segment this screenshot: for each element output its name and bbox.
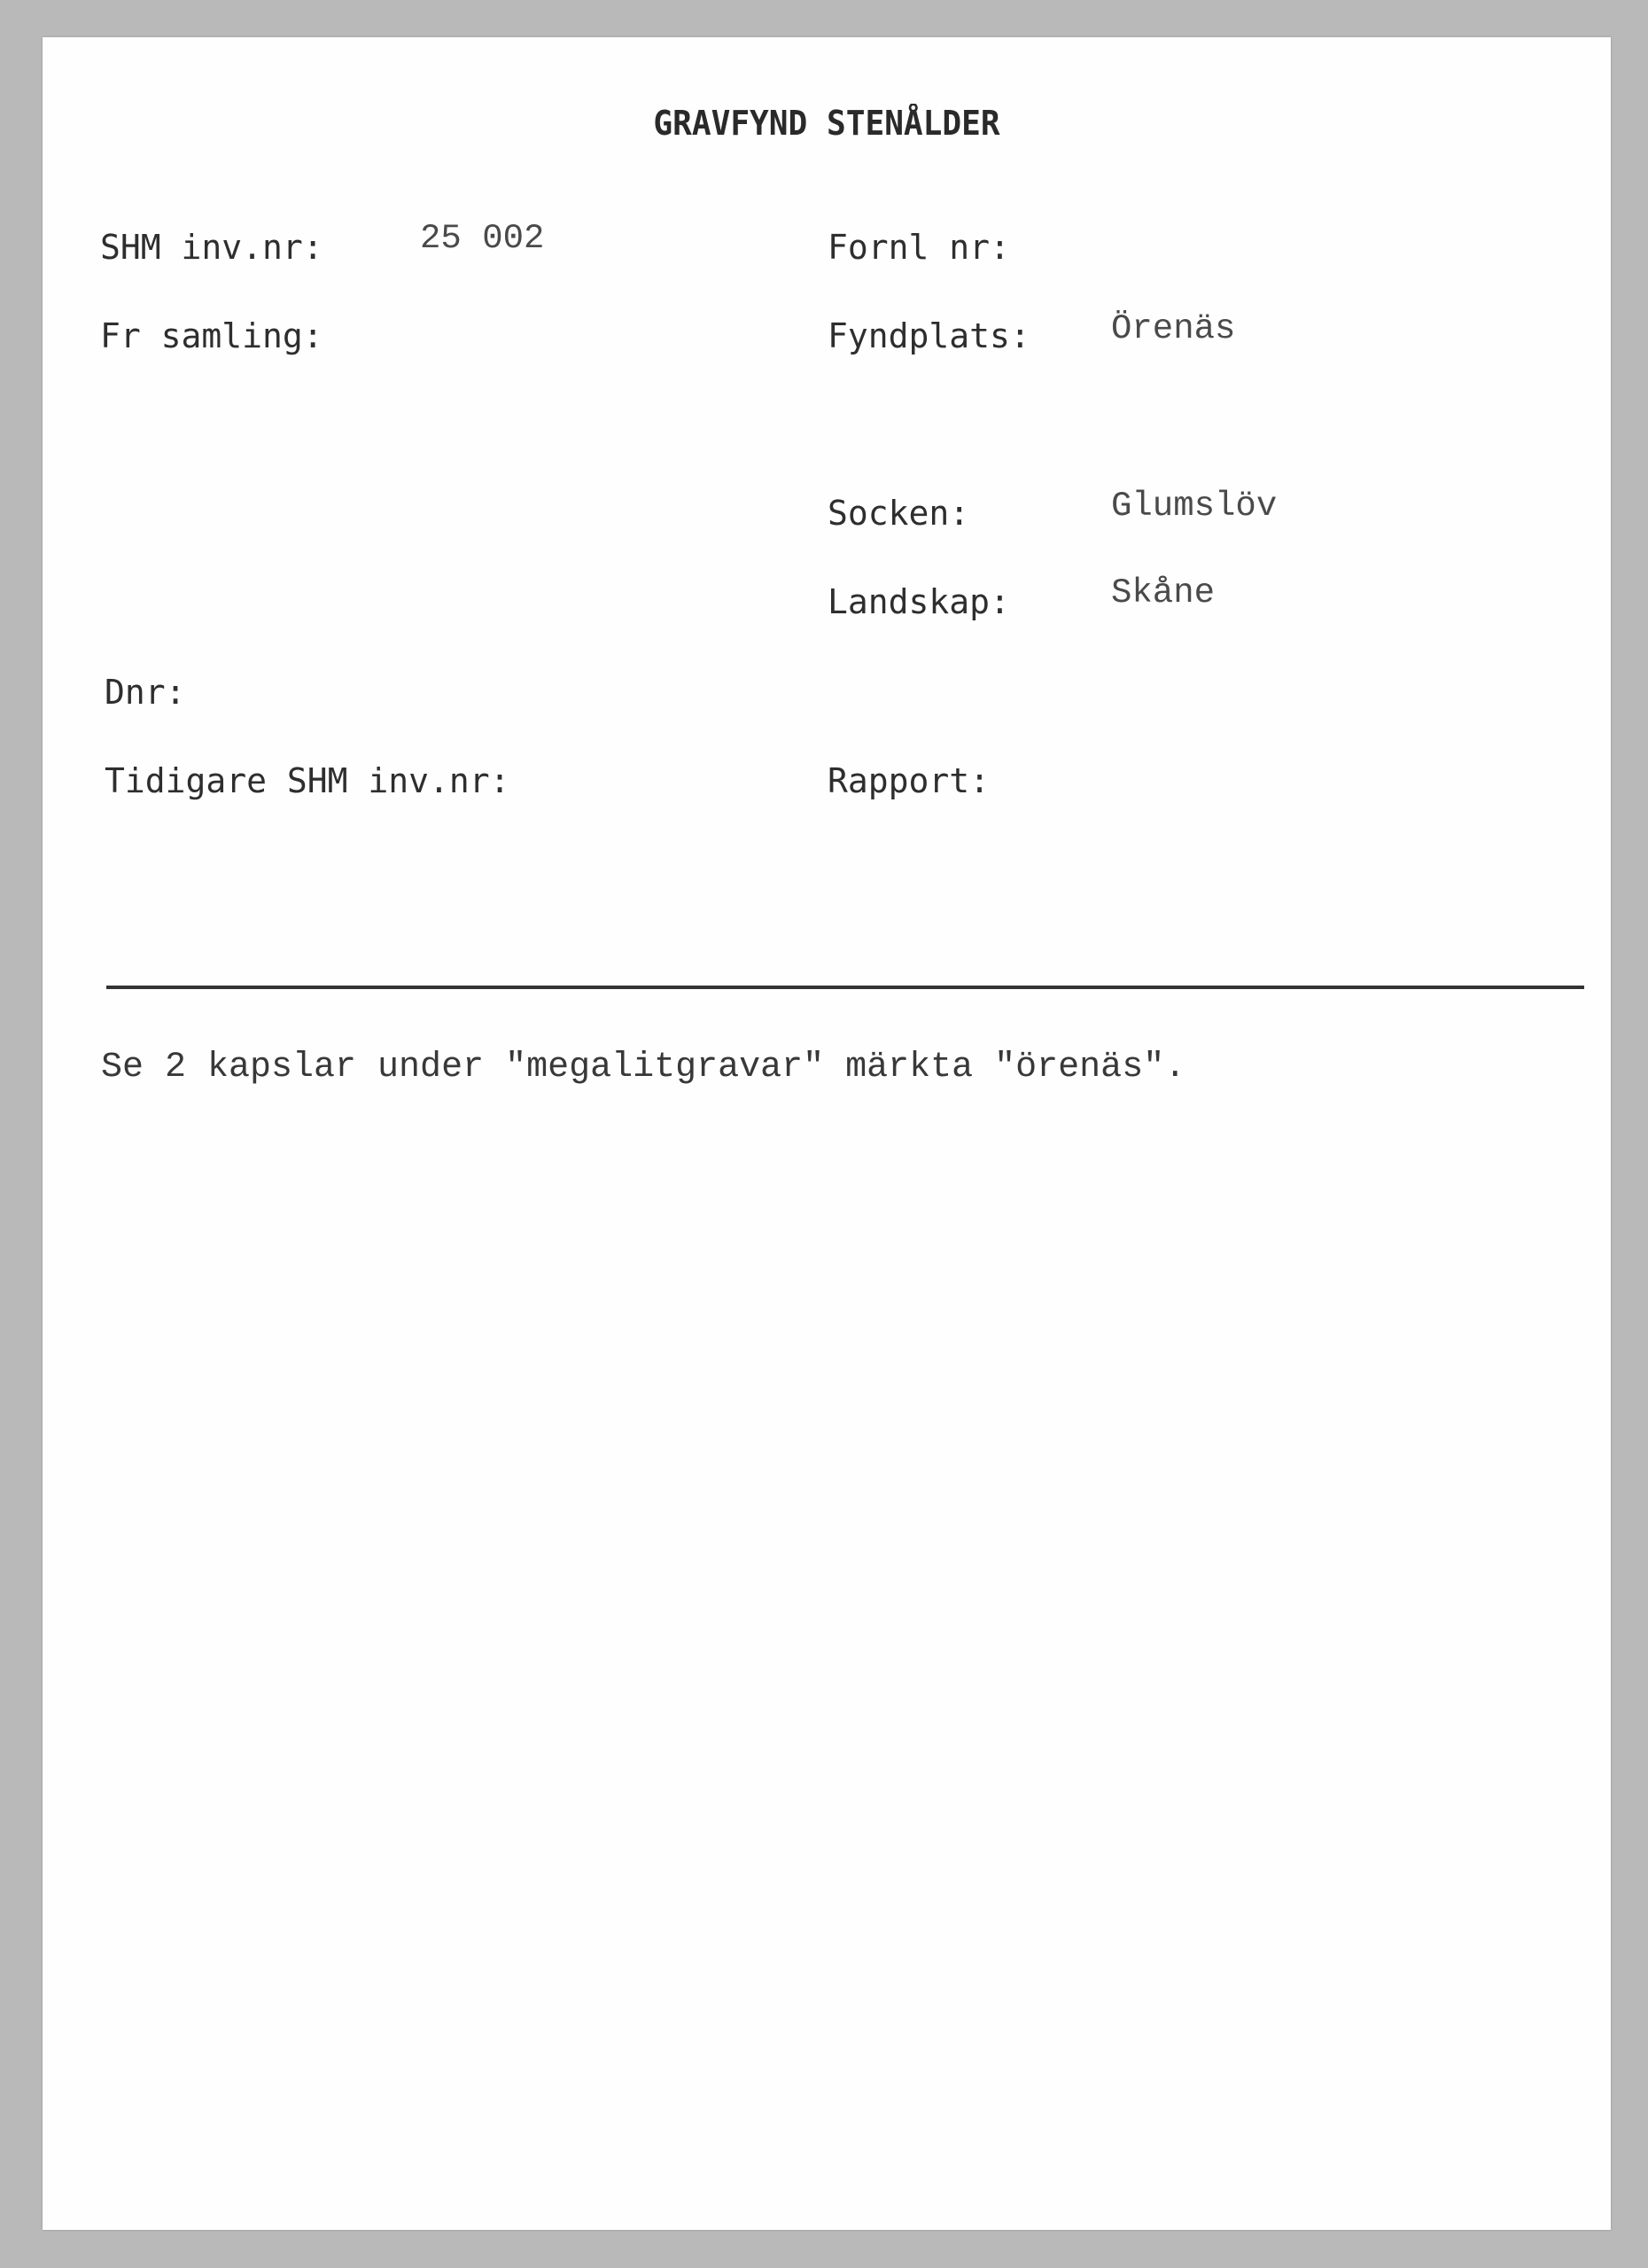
- landskap-value: Skåne: [1111, 573, 1216, 612]
- card-title: GRAVFYND STENÅLDER: [653, 104, 1000, 143]
- landskap-label: Landskap:: [828, 582, 1010, 621]
- shm-inv-nr-label: SHM inv.nr:: [100, 228, 323, 267]
- dnr-label: Dnr:: [105, 673, 186, 712]
- socken-label: Socken:: [828, 494, 970, 533]
- fyndplats-label: Fyndplats:: [828, 316, 1030, 355]
- socken-value: Glumslöv: [1111, 487, 1278, 526]
- rapport-label: Rapport:: [828, 761, 991, 800]
- fr-samling-label: Fr samling:: [100, 316, 323, 355]
- card-note: Se 2 kapslar under "megalitgravar" märkta "örenäs".: [101, 1048, 1186, 1087]
- fornl-nr-label: Fornl nr:: [828, 228, 1010, 267]
- divider-line: [106, 986, 1584, 989]
- catalog-card: [43, 37, 1611, 2230]
- fyndplats-value: Örenäs: [1111, 309, 1236, 348]
- shm-inv-nr-value: 25 002: [420, 219, 545, 258]
- tidigare-shm-inv-nr-label: Tidigare SHM inv.nr:: [105, 761, 510, 800]
